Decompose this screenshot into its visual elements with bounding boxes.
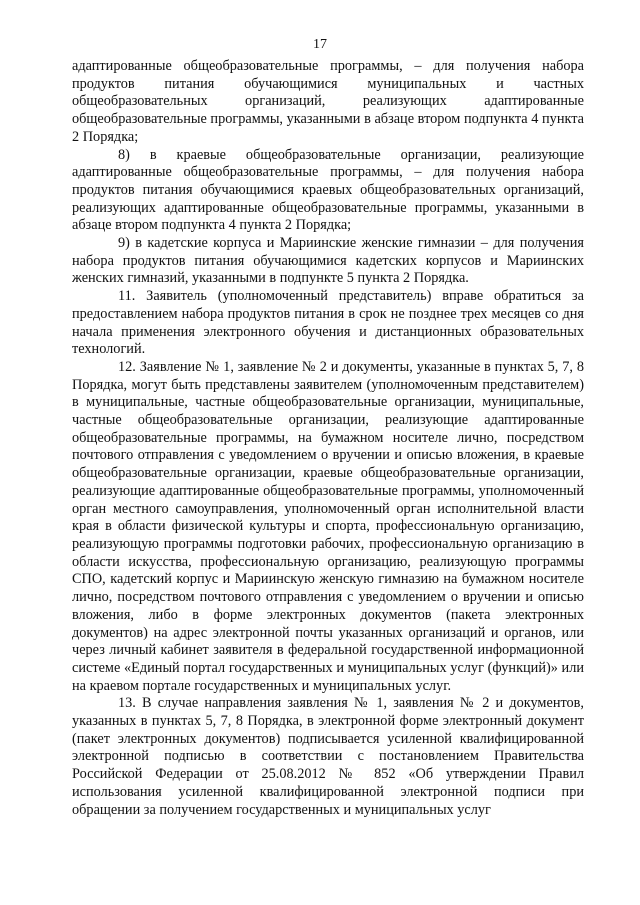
paragraph-item-9: 9) в кадетские корпуса и Мариинские женские гимназии – для получения набора продуктов питания обучающимися кадетских корпусов и Мариинских женских гимназий, указанными в подпункте 5 пункта 2 Порядка. (72, 235, 584, 287)
paragraph-continuation: адаптированные общеобразовательные программы, – для получения набора продуктов питания обучающимися муниципальных и частных общеобразовательных организаций, реализующих адаптированные общеобразовательные программы, указанными в абзаце втором подпункта 4 пункта 2 Порядка; (72, 58, 584, 145)
paragraph-item-8: 8) в краевые общеобразовательные организации, реализующие адаптированные общеобразовательные программы, – для получения набора продуктов питания обучающимися краевых общеобразовательных организаций, реализующих адаптированные общеобразовательные программы, указанными в абзаце втором подпункта 4 пункта 2 Порядка; (72, 146, 584, 234)
paragraph-clause-11: 11. Заявитель (уполномоченный представитель) вправе обратиться за предоставлением набора продуктов питания в срок не позднее трех месяцев со дня начала применения электронного обучения и дистанционных образовательных технологий. (72, 288, 584, 358)
paragraph-clause-12: 12. Заявление № 1, заявление № 2 и документы, указанные в пунктах 5, 7, 8 Порядка, могут быть представлены заявителем (уполномоченным представителем) в муниципальные, частные общеобразовательные организации, муниципальные, частные общеобразовательные организации, реализующие адаптированные общеобразовательные программы, на бумажном носителе лично, посредством почтового отправления с уведомлением о вручении и описью вложения, в краевые общеобразовательные организации, краевые общеобразовательные организации, реализующие адаптированные общеобразовательные программы, уполномоченный орган местного самоуправления, уполномоченный орган исполнительной власти края в области физической культуры и спорта, профессиональную организацию, реализующую программы подготовки рабочих, профессиональную организацию в области искусства, профессиональную организацию, реализующую программы СПО, кадетский корпус и Мариинскую женскую гимназию на бумажном носителе лично, посредством почтового отправления с уведомлением о вручении и описью вложения, либо в форме электронных документов (пакета электронных документов) на адрес электронной почты указанных организаций и органов, или через личный кабинет заявителя в федеральной государственной информационной системе «Единый портал государственных и муниципальных услуг (функций)» или на краевом портале государственных и муниципальных услуг. (72, 358, 584, 694)
paragraph-clause-13: 13. В случае направления заявления № 1, заявления № 2 и документов, указанных в пунктах 5, 7, 8 Порядка, в электронной форме электронный документ (пакет электронных документов) подписывается усиленной квалифицированной электронной подписью в соответствии с постановлением Правительства Российской Федерации от 25.08.2012 № 852 «Об утверждении Правил использования усиленной квалифицированной электронной подписи при обращении за получением государственных и муниципальных услуг (72, 695, 584, 818)
page-number: 17 (313, 37, 327, 52)
document-body (72, 58, 584, 819)
